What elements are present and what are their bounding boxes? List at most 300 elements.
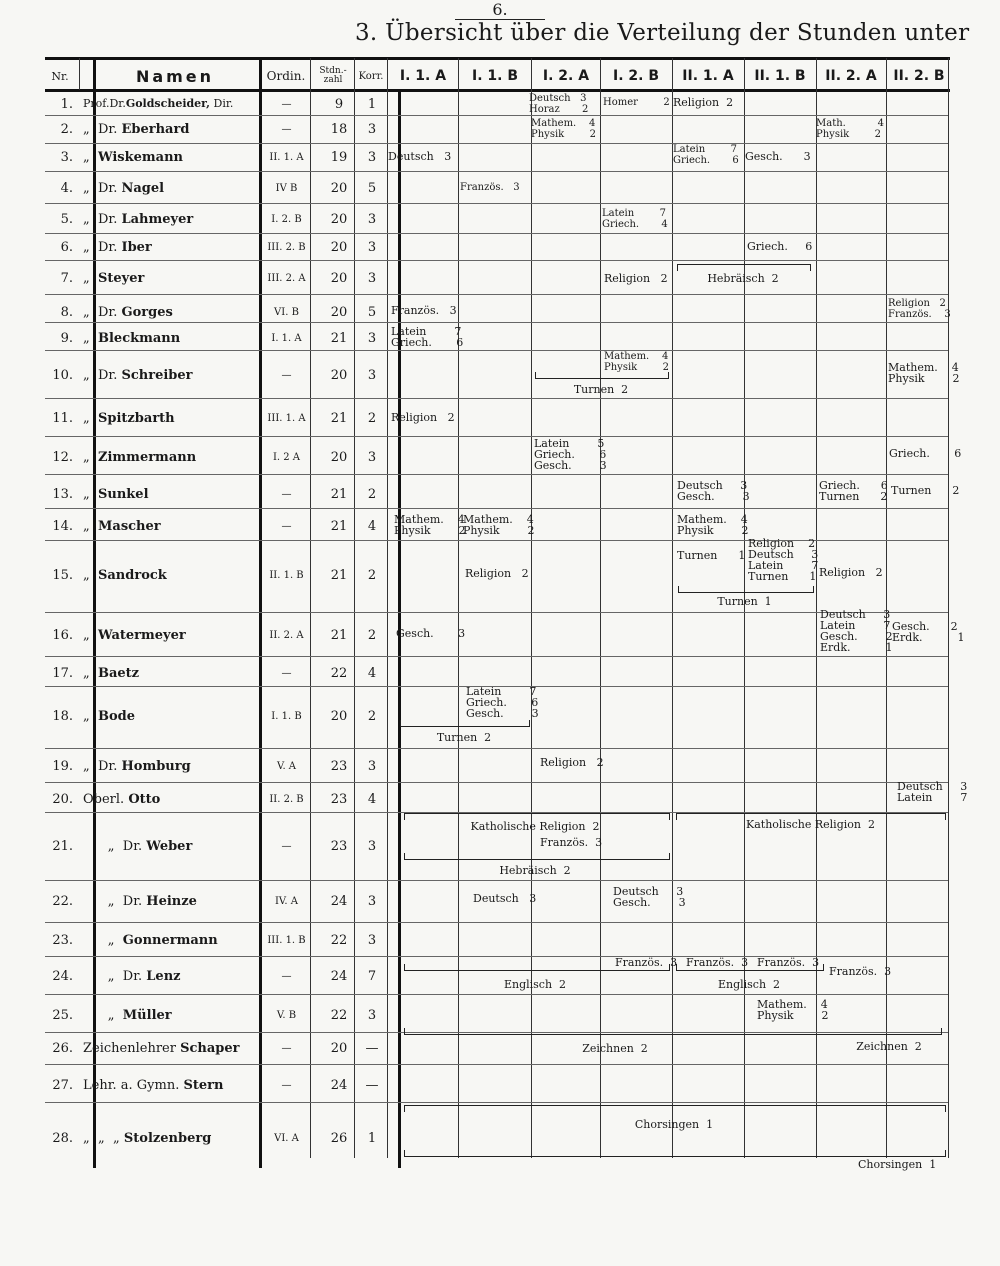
hours-count: 23	[330, 839, 348, 854]
corrections-count: —	[365, 1041, 379, 1056]
teacher-title: Lehr. a. Gymn.	[83, 1078, 184, 1093]
row-divider	[45, 436, 948, 437]
ordinarius: III. 2. A	[267, 273, 306, 284]
corrections-count: 3	[367, 933, 377, 948]
hours-count: 21	[330, 519, 348, 534]
teacher-name	[83, 331, 261, 346]
teacher-title: „	[83, 487, 98, 502]
assignment-r24-ii1a: Französ. 3	[686, 956, 749, 969]
teacher-surname: Stolzenberg	[123, 1131, 212, 1146]
corrections-count: 5	[367, 305, 377, 320]
teacher-name	[83, 759, 261, 774]
teacher-title: Prof.Dr.	[83, 97, 126, 110]
page-title: 3. Übersicht über die Verteilung der Stunden unter	[355, 20, 970, 46]
teacher-surname: Müller	[122, 1008, 172, 1023]
ordinarius: VI. A	[274, 1133, 299, 1144]
row-number: 2.	[60, 122, 73, 137]
row-divider	[45, 474, 948, 475]
teacher-name	[83, 792, 261, 807]
corrections-count: 7	[367, 969, 377, 984]
assignment-r12-ii2b: Griech. 6	[889, 447, 962, 460]
teacher-surname: Goldscheider,	[125, 97, 211, 110]
teacher-title: „ Dr.	[83, 839, 147, 854]
row-divider	[45, 1102, 948, 1103]
assignment-r7-span: Hebräisch 2	[707, 272, 779, 285]
hours-count: 23	[330, 792, 348, 807]
assignment-r2-ii2a: Math. 4 Physik 2	[816, 118, 884, 140]
ordinarius: —	[281, 370, 292, 381]
assignment-r16-i1a: Gesch. 3	[396, 627, 466, 640]
corrections-count: 3	[367, 894, 377, 909]
teacher-title: „ Dr.	[83, 368, 122, 383]
ordinarius: —	[281, 99, 292, 110]
teacher-title: „	[83, 568, 98, 583]
teacher-surname: Steyer	[98, 271, 145, 286]
brace-r28-chorsingen-2	[404, 1150, 946, 1157]
assignment-r26-span2: Zeichnen 2	[856, 1040, 922, 1053]
teacher-surname: Sunkel	[98, 487, 149, 502]
assignment-r1-i2a: Deutsch 3 Horaz 2	[529, 93, 589, 115]
teacher-name	[83, 487, 261, 502]
corrections-count: 4	[367, 519, 377, 534]
hours-count: 20	[330, 181, 348, 196]
row-number: 13.	[52, 487, 73, 502]
col-divider	[672, 58, 673, 1158]
teacher-surname: Weber	[146, 839, 193, 854]
ordinarius: II. 2. A	[269, 630, 304, 641]
corrections-count: 2	[367, 411, 377, 426]
row-number: 20.	[52, 792, 73, 807]
assignment-r24-span2: Englisch 2	[717, 978, 781, 991]
teacher-name	[83, 1078, 261, 1093]
teacher-title: „	[83, 331, 98, 346]
teacher-surname: Mascher	[98, 519, 161, 534]
corrections-count: 3	[367, 122, 377, 137]
corrections-count: 3	[367, 150, 377, 165]
teacher-title: „	[83, 450, 98, 465]
row-number: 11.	[52, 411, 73, 426]
corrections-count: 2	[367, 628, 377, 643]
assignment-r14-i1b: Mathem. 4 Physik 2	[463, 513, 535, 537]
corrections-count: 5	[367, 181, 377, 196]
teacher-surname: Homburg	[121, 759, 191, 774]
teacher-surname: Lenz	[146, 969, 181, 984]
ordinarius: III. 1. A	[267, 413, 306, 424]
row-number: 21.	[52, 839, 73, 854]
assignment-r13-ii2a: Griech. 6 Turnen 2	[819, 479, 888, 503]
assignment-r3-ii1b: Gesch. 3	[745, 150, 811, 163]
col-divider	[600, 58, 601, 1158]
assignment-r8-ii2b: Religion 2 Französ. 3	[888, 298, 951, 320]
teacher-title: „ Dr.	[83, 181, 122, 196]
row-number: 14.	[52, 519, 73, 534]
brace-r28-chorsingen-1	[404, 1105, 946, 1112]
teacher-surname: Bode	[98, 709, 136, 724]
row-divider	[45, 748, 948, 749]
ordinarius: —	[281, 1043, 292, 1054]
header-class-i1b: I. 1. B	[471, 68, 518, 84]
teacher-title: „ Dr.	[83, 969, 147, 984]
teacher-title: Oberl.	[83, 792, 129, 807]
teacher-name	[83, 709, 261, 724]
row-divider	[45, 508, 948, 509]
assignment-r14-ii1a: Mathem. 4 Physik 2	[677, 513, 749, 537]
corrections-count: 2	[367, 568, 377, 583]
hours-count: 22	[330, 933, 348, 948]
hours-count: 21	[330, 628, 348, 643]
row-number: 12.	[52, 450, 73, 465]
corrections-count: —	[365, 1078, 379, 1093]
assignment-r28-span2: Chorsingen 1	[858, 1158, 937, 1171]
row-number: 17.	[52, 666, 73, 681]
corrections-count: 2	[367, 487, 377, 502]
teacher-name	[83, 1008, 261, 1023]
row-divider	[45, 612, 948, 613]
row-divider	[45, 171, 948, 172]
assignment-r4-i1b: Französ. 3	[460, 182, 520, 193]
hours-count: 22	[330, 1008, 348, 1023]
brace-r21-katholisch-1	[404, 813, 670, 820]
teacher-title: „ Dr.	[83, 305, 122, 320]
brace-r15-turnen	[678, 586, 814, 593]
header-class-ii1b: II. 1. B	[754, 68, 806, 84]
brace-r18-turnen	[400, 720, 530, 727]
ordinarius: —	[281, 841, 292, 852]
row-number: 26.	[52, 1041, 73, 1056]
assignment-r24-span1: Englisch 2	[503, 978, 567, 991]
teacher-surname: Watermeyer	[98, 628, 186, 643]
corrections-count: 3	[367, 271, 377, 286]
teacher-name	[83, 271, 261, 286]
teacher-suffix: Dir.	[210, 97, 234, 110]
teacher-surname: Gorges	[121, 305, 173, 320]
ordinarius: —	[281, 1080, 292, 1091]
row-divider	[45, 294, 948, 295]
row-number: 16.	[52, 628, 73, 643]
teacher-surname: Baetz	[98, 666, 140, 681]
ordinarius: —	[281, 124, 292, 135]
assignment-r1-i2b: Homer 2	[603, 97, 670, 108]
header-class-ii2a: II. 2. A	[825, 68, 877, 84]
corrections-count: 2	[367, 709, 377, 724]
header-class-i1a: I. 1. A	[399, 68, 447, 84]
ordinarius: —	[281, 521, 292, 532]
row-divider	[45, 922, 948, 923]
row-number: 10.	[52, 368, 73, 383]
assignment-r13-ii1a: Deutsch 3 Gesch. 3	[677, 479, 750, 503]
header-top-rule	[45, 57, 950, 60]
header-class-i2b: I. 2. B	[612, 68, 659, 84]
assignment-r18-span: Turnen 2	[436, 731, 492, 744]
col-divider	[387, 58, 388, 1158]
teacher-name	[83, 450, 261, 465]
teacher-title: „	[83, 519, 98, 534]
assignment-r22-i1b: Deutsch 3	[473, 892, 537, 905]
assignment-r21-i2b: Französ. 3	[540, 836, 603, 849]
row-divider	[45, 398, 948, 399]
row-divider	[45, 115, 948, 116]
header-class-ii2b: II. 2. B	[893, 68, 945, 84]
teacher-name	[83, 969, 261, 984]
assignment-r15-i1b: Religion 2	[465, 567, 529, 580]
row-divider	[45, 203, 948, 204]
brace-r26-zeichnen	[404, 1028, 942, 1035]
hours-count: 20	[330, 240, 348, 255]
teacher-surname: Nagel	[121, 181, 165, 196]
row-divider	[45, 233, 948, 234]
assignment-r2-i2a: Mathem. 4 Physik 2	[531, 118, 596, 140]
hours-count: 20	[330, 1041, 348, 1056]
assignment-r10-span: Turnen 2	[573, 383, 629, 396]
teacher-surname: Spitzbarth	[98, 411, 175, 426]
hours-count: 24	[330, 969, 348, 984]
row-divider	[45, 1064, 948, 1065]
teacher-title: „ „ „	[83, 1131, 124, 1146]
assignment-r3-ii1a: Latein 7 Griech. 6	[673, 144, 739, 166]
hours-count: 21	[330, 568, 348, 583]
teacher-title: „	[83, 628, 98, 643]
hours-count: 24	[330, 1078, 348, 1093]
assignment-r16-ii2b: Gesch. 2 Erdk. 1	[892, 620, 965, 644]
teacher-name	[83, 97, 261, 110]
assignment-r21-span3: Hebräisch 2	[499, 864, 571, 877]
ordinarius: IV B	[275, 183, 298, 194]
corrections-count: 3	[367, 368, 377, 383]
teacher-title: „	[83, 150, 98, 165]
header-nr: Nr.	[51, 69, 69, 83]
corrections-count: 3	[367, 759, 377, 774]
row-number: 18.	[52, 709, 73, 724]
ordinarius: III. 1. B	[267, 935, 306, 946]
assignment-r14-i1a: Mathem. 4 Physik 2	[394, 513, 466, 537]
assignment-r18-i1b: Latein 7 Griech. 6 Gesch. 3	[466, 685, 539, 720]
corrections-count: 1	[367, 97, 377, 112]
hours-count: 20	[330, 450, 348, 465]
teacher-surname: Lahmeyer	[121, 212, 194, 227]
ordinarius: IV. A	[274, 896, 298, 907]
hours-count: 20	[330, 368, 348, 383]
teacher-title: „ Dr.	[83, 759, 122, 774]
row-number: 15.	[52, 568, 73, 583]
header-namen: Namen	[135, 66, 215, 86]
assignment-r24-i2b: Französ. 3	[615, 956, 678, 969]
row-divider	[45, 782, 948, 783]
ordinarius: I. 2. B	[271, 214, 302, 225]
assignment-r5-i2b: Latein 7 Griech. 4	[602, 208, 668, 230]
assignment-r26-span1: Zeichnen 2	[582, 1042, 648, 1055]
row-number: 24.	[52, 969, 73, 984]
assignment-r15-ii2a: Religion 2	[819, 566, 883, 579]
assignment-r9-i1a: Latein 7 Griech. 6	[391, 325, 464, 349]
hours-count: 20	[330, 212, 348, 227]
assignment-r15-ii1b: Religion 2 Deutsch 3 Latein 7 Turnen 1	[748, 537, 819, 583]
col-divider	[458, 58, 459, 1158]
col-divider	[948, 58, 949, 1158]
header-ordin: Ordin.	[266, 69, 306, 83]
assignment-r20-ii2b: Deutsch 3 Latein 7	[897, 780, 968, 804]
row-number: 1.	[60, 97, 73, 112]
row-number: 19.	[52, 759, 73, 774]
teacher-surname: Sandrock	[98, 568, 167, 583]
hours-count: 20	[330, 709, 348, 724]
hours-count: 22	[330, 666, 348, 681]
assignment-r13-ii2b: Turnen 2	[891, 484, 960, 497]
header-stdn-line1: Stdn.-	[319, 66, 347, 76]
teacher-name	[83, 519, 261, 534]
header-stdn-line2: zahl	[323, 75, 343, 85]
teacher-surname: Bleckmann	[98, 331, 181, 346]
corrections-count: 3	[367, 839, 377, 854]
col-divider	[816, 58, 817, 1158]
ordinarius: VI. B	[274, 307, 299, 318]
hours-count: 20	[330, 271, 348, 286]
row-divider	[45, 322, 948, 323]
brace-r24-englisch-2	[676, 964, 824, 971]
page-number: 6.	[492, 0, 508, 19]
ordinarius: I. 1. A	[271, 333, 302, 344]
teacher-surname: Stern	[183, 1078, 224, 1093]
row-number: 5.	[60, 212, 73, 227]
row-number: 28.	[52, 1131, 73, 1146]
teacher-name	[83, 839, 261, 854]
teacher-title: „ Dr.	[83, 240, 122, 255]
hours-count: 18	[330, 122, 348, 137]
row-number: 3.	[60, 150, 73, 165]
hours-count: 24	[330, 894, 348, 909]
teacher-name	[83, 368, 261, 383]
row-divider	[45, 994, 948, 995]
teacher-surname: Wiskemann	[98, 150, 183, 165]
assignment-r24-ii2a: Französ. 3	[829, 965, 892, 978]
teacher-name	[83, 122, 261, 137]
row-number: 9.	[60, 331, 73, 346]
corrections-count: 3	[367, 240, 377, 255]
corrections-count: 4	[367, 666, 377, 681]
teacher-name	[83, 894, 261, 909]
hours-count: 21	[330, 411, 348, 426]
row-divider	[45, 143, 948, 144]
corrections-count: 4	[367, 792, 377, 807]
col-divider	[531, 58, 532, 1158]
teacher-title: „	[83, 1008, 123, 1023]
teacher-surname: Eberhard	[121, 122, 190, 137]
assignment-r22-i2b: Deutsch 3 Gesch. 3	[613, 885, 686, 909]
assignment-r16-ii2a: Deutsch 3 Latein 7 Gesch. 2 Erdk. 1	[820, 608, 893, 654]
brace-r10-turnen	[535, 372, 669, 379]
ordinarius: I. 1. B	[271, 711, 302, 722]
assignment-r7-i2b: Religion 2	[604, 272, 668, 285]
row-number: 4.	[60, 181, 73, 196]
teacher-surname: Schaper	[180, 1041, 240, 1056]
hours-count: 21	[330, 331, 348, 346]
col-divider	[744, 58, 745, 1158]
teacher-name	[83, 933, 261, 948]
row-number: 25.	[52, 1008, 73, 1023]
teacher-name	[83, 666, 261, 681]
assignment-r11-i1a: Religion 2	[391, 411, 455, 424]
hours-count: 20	[330, 305, 348, 320]
brace-r7-hebraeisch	[677, 264, 811, 271]
ordinarius: III. 2. B	[267, 242, 306, 253]
ordinarius: II. 1. B	[269, 570, 304, 581]
assignment-r15-span: Turnen 1	[717, 595, 772, 608]
teacher-title: „ Dr.	[83, 894, 147, 909]
assignment-r10-i2b: Mathem. 4 Physik 2	[604, 351, 669, 373]
assignment-r6-ii1b: Griech. 6	[747, 240, 813, 253]
teacher-name	[83, 1041, 261, 1056]
teacher-title: „	[83, 411, 98, 426]
hours-count: 26	[330, 1131, 348, 1146]
ordinarius: II. 1. A	[269, 152, 304, 163]
row-number: 27.	[52, 1078, 73, 1093]
header-stdn	[312, 62, 354, 90]
header-korr: Korr.	[358, 70, 384, 82]
teacher-name	[83, 181, 261, 196]
row-number: 23.	[52, 933, 73, 948]
teacher-surname: Zimmermann	[98, 450, 197, 465]
teacher-surname: Heinze	[146, 894, 197, 909]
row-number: 7.	[60, 271, 73, 286]
teacher-surname: Gonnermann	[122, 933, 218, 948]
header-class-i2a: I. 2. A	[542, 68, 590, 84]
header-class-ii1a: II. 1. A	[682, 68, 734, 84]
row-divider	[45, 880, 948, 881]
teacher-name	[83, 568, 261, 583]
teacher-name	[83, 150, 261, 165]
ordinarius: —	[281, 971, 292, 982]
ordinarius: —	[281, 668, 292, 679]
teacher-title: „	[83, 271, 98, 286]
corrections-count: 3	[367, 212, 377, 227]
teacher-name	[83, 212, 261, 227]
row-number: 22.	[52, 894, 73, 909]
assignment-r19-i2a: Religion 2	[540, 756, 604, 769]
teacher-name	[83, 1131, 261, 1146]
col-divider	[79, 58, 80, 90]
teacher-name	[83, 240, 261, 255]
teacher-name	[83, 628, 261, 643]
ordinarius: V. A	[276, 761, 297, 772]
hours-count: 9	[334, 97, 344, 112]
teacher-title: „	[83, 666, 98, 681]
corrections-count: 3	[367, 450, 377, 465]
assignment-r15-ii1a: Turnen 1	[677, 549, 746, 562]
teacher-title: „	[83, 709, 98, 724]
corrections-count: 3	[367, 1008, 377, 1023]
corrections-count: 3	[367, 331, 377, 346]
teacher-title: Zeichenlehrer	[83, 1041, 181, 1056]
ordinarius: II. 2. B	[269, 794, 304, 805]
brace-r24-englisch-1	[404, 964, 670, 971]
corrections-count: 1	[367, 1131, 377, 1146]
assignment-r28-span1: Chorsingen 1	[634, 1118, 714, 1131]
row-divider	[45, 350, 948, 351]
assignment-r12-i2a: Latein 5 Griech. 6 Gesch. 3	[534, 437, 607, 472]
teacher-name	[83, 305, 261, 320]
teacher-name	[83, 411, 261, 426]
assignment-r10-ii2b: Mathem. 4 Physik 2	[888, 361, 960, 385]
row-divider	[45, 260, 948, 261]
teacher-surname: Iber	[121, 240, 152, 255]
assignment-r1-ii1a: Religion 2	[673, 96, 734, 109]
assignment-r8-i1a: Französ. 3	[391, 304, 457, 317]
hours-count: 19	[330, 150, 348, 165]
assignment-r25-ii1b: Mathem. 4 Physik 2	[757, 998, 829, 1022]
teacher-surname: Otto	[128, 792, 161, 807]
brace-r21-hebraeisch	[404, 853, 670, 860]
row-number: 8.	[60, 305, 73, 320]
teacher-title: „ Dr.	[83, 212, 122, 227]
